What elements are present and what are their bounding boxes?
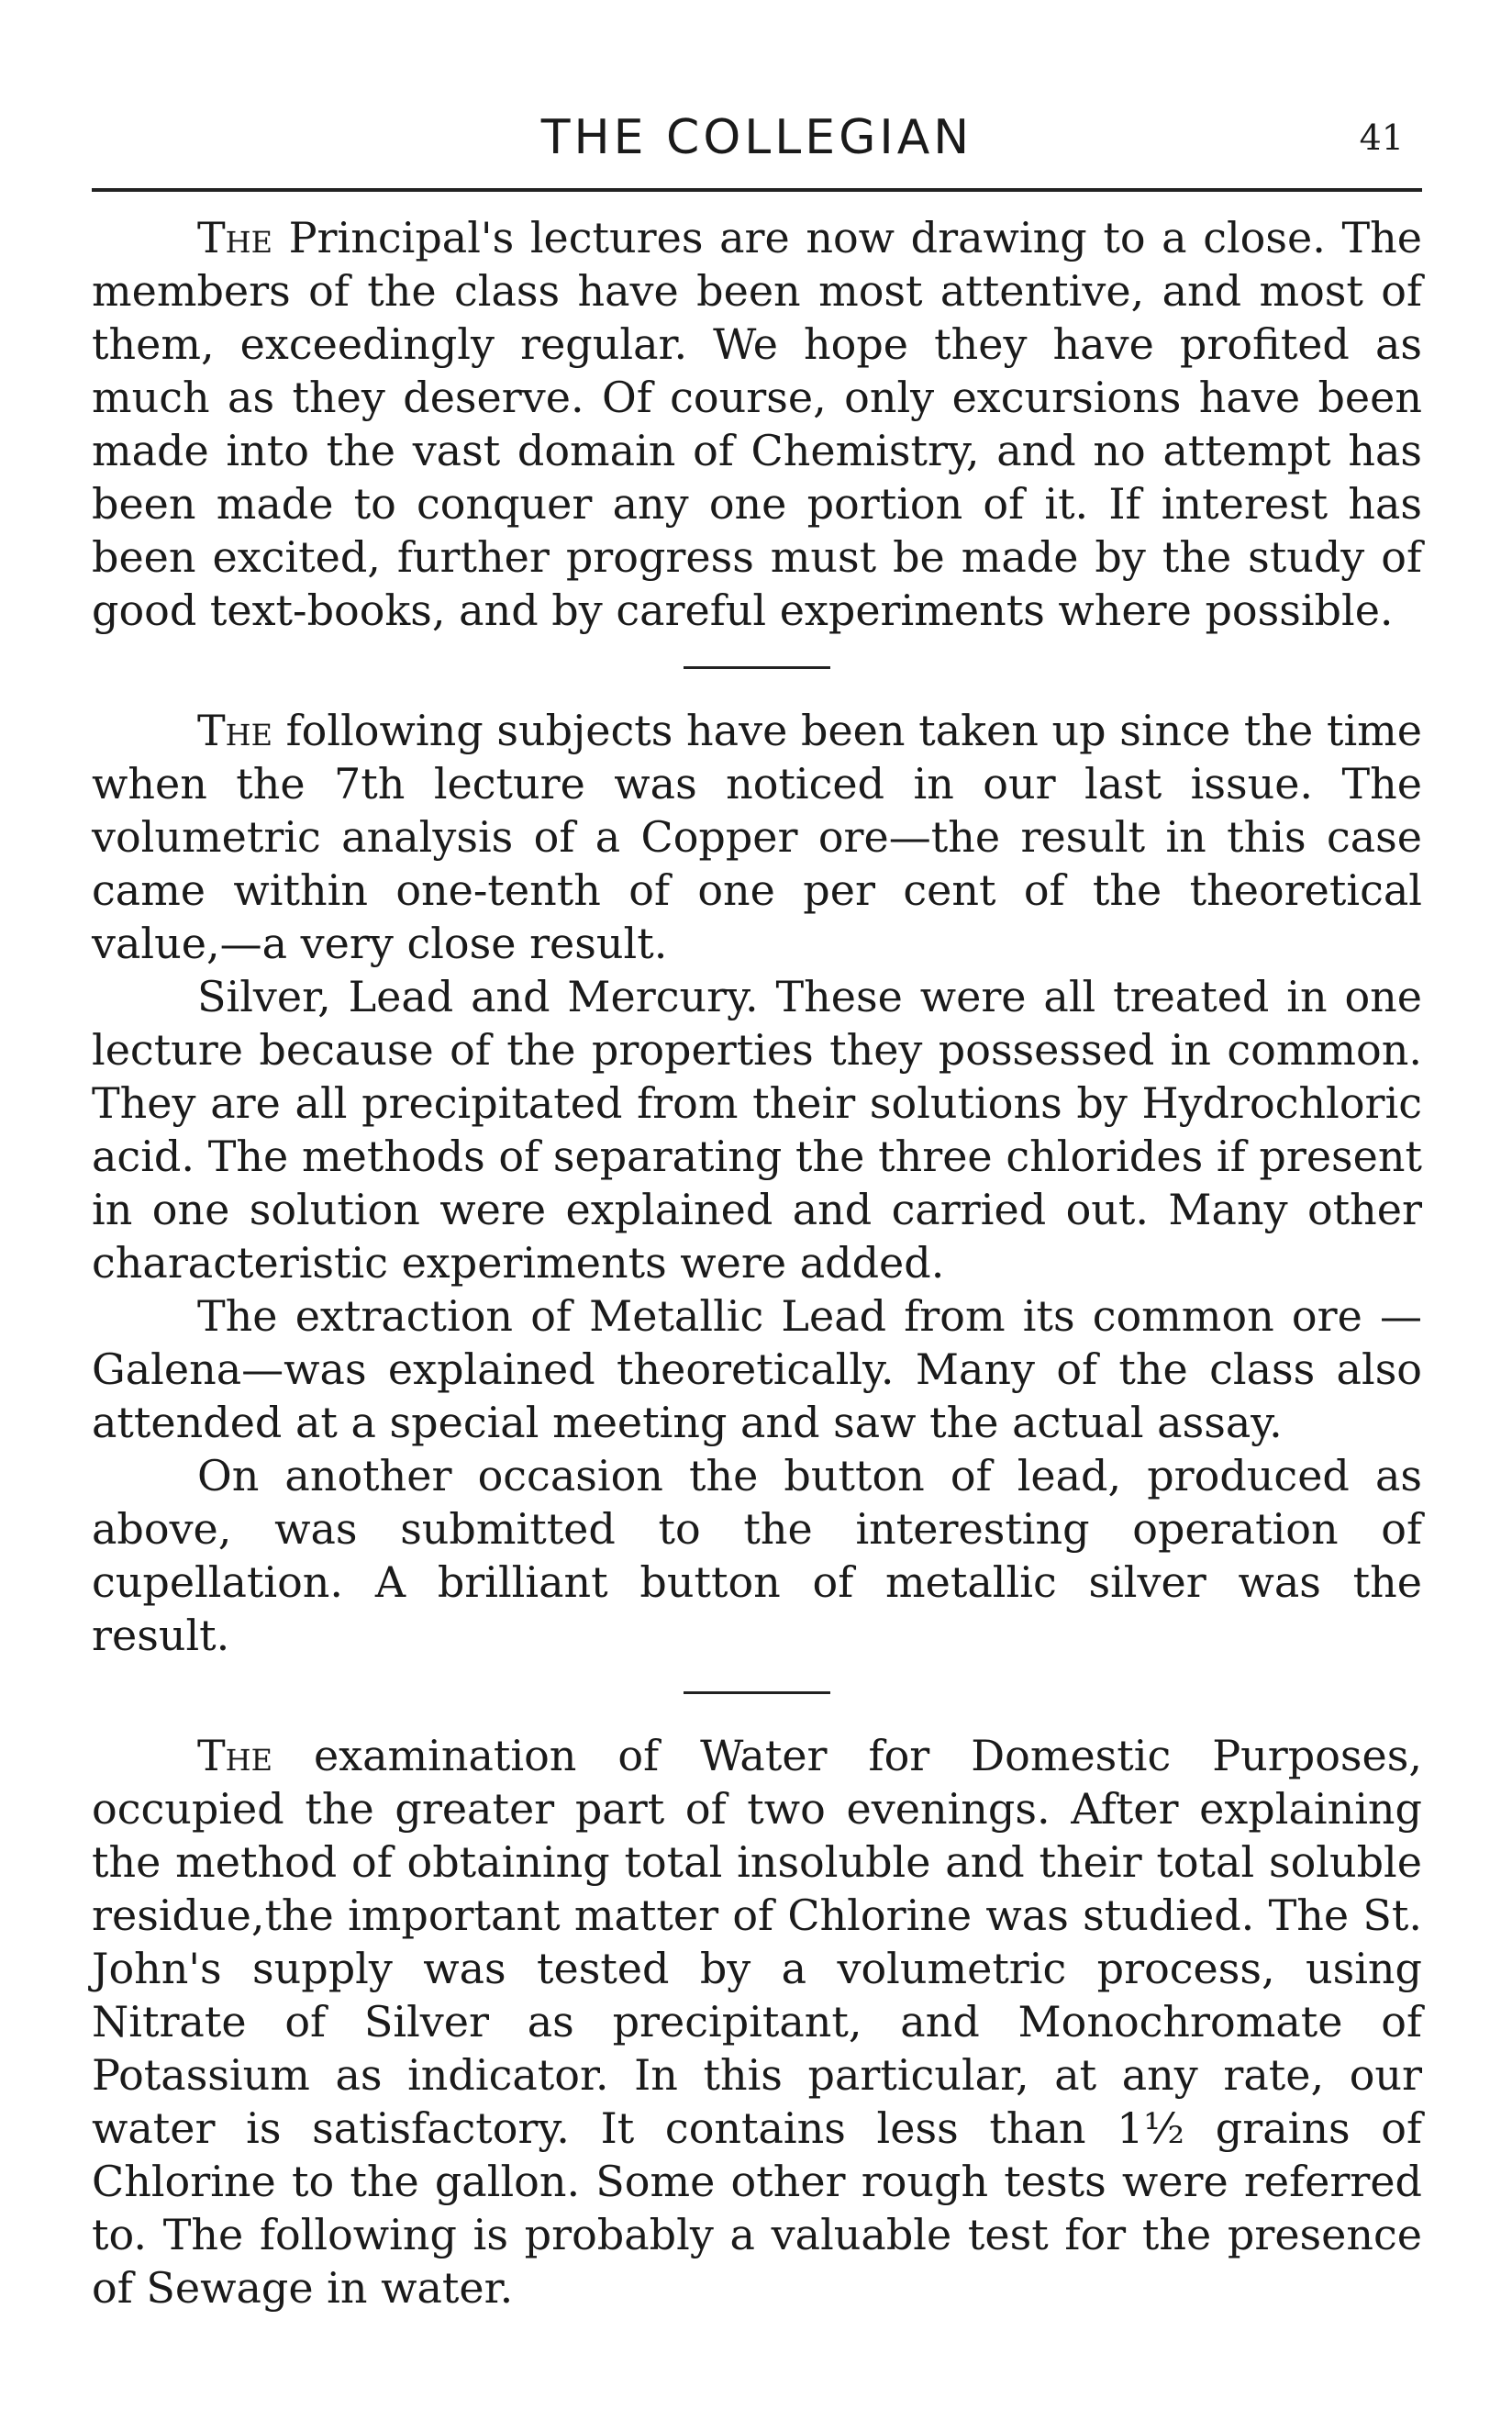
article-body — [92, 211, 1422, 2314]
paragraph-text: On another occasion the button of lead, produced as above, was submitted to the interesting operation of cupellation. A brilliant button of metallic silver was the result. — [92, 1451, 1422, 1660]
paragraph-text: following subjects have been taken up since the time when the 7th lecture was noticed in our last issue. The volumetric analysis of a Copper ore—the result in this case came within one-tenth of one per cent of the theoretical value,—a very close result. — [92, 706, 1422, 968]
journal-title: THE COLLEGIAN — [540, 110, 973, 165]
paragraph-lectures-closing — [92, 211, 1422, 637]
section-divider — [684, 666, 830, 669]
paragraph-text: Principal's lectures are now drawing to a close. The members of the class have been most attentive, and most of them, exceedingly regular. We hope they have profited as much as they deserve. Of course, only excursions have been made into the vast domain of Chemistry, and no attempt has been made to conquer any one portion of it. If interest has been excited, further progress must be made by the study of good text-books, and by careful experiments where possible. — [92, 213, 1422, 635]
paragraph-text: examination of Water for Domestic Purposes, occupied the greater part of two evenings. After explaining the method of obtaining total insoluble and their total soluble residue,the important matter of Chlorine was studied. The St. John's supply was tested by a volumetric process, using Nitrate of Silver as precipitant, and Monochromate of Potassium as indicator. In this particular, at any rate, our water is satisfactory. It contains less than 1½ grains of Chlorine to the gallon. Some other rough tests were referred to. The following is probably a valuable test for the presence of Sewage in water. — [92, 1731, 1422, 2313]
paragraph-lead-word: The — [197, 706, 272, 755]
section-divider — [684, 1691, 830, 1694]
paragraph-lead-word: The — [197, 213, 272, 262]
page-number: 41 — [1359, 117, 1404, 158]
paragraph-cupellation — [92, 1449, 1422, 1662]
paragraph-text: Silver, Lead and Mercury. These were all treated in one lecture because of the properties they possessed in common. They are all precipitated from their solutions by Hydrochloric acid. The methods of separating the three chlorides if present in one solution were explained and carried out. Many other characteristic experiments were added. — [92, 972, 1422, 1288]
paragraph-text: The extraction of Metallic Lead from its common ore —Galena—was explained theoretically. Many of the class also attended at a special meeting and saw the actual assay. — [92, 1291, 1422, 1447]
page-header — [92, 101, 1422, 174]
paragraph-lead-word: The — [197, 1731, 272, 1780]
header-rule — [92, 188, 1422, 192]
paragraph-extraction-lead — [92, 1289, 1422, 1449]
paragraph-water-examination — [92, 1729, 1422, 2314]
page — [92, 101, 1422, 2313]
paragraph-silver-lead-mercury — [92, 970, 1422, 1289]
paragraph-subjects-taken-up — [92, 704, 1422, 970]
